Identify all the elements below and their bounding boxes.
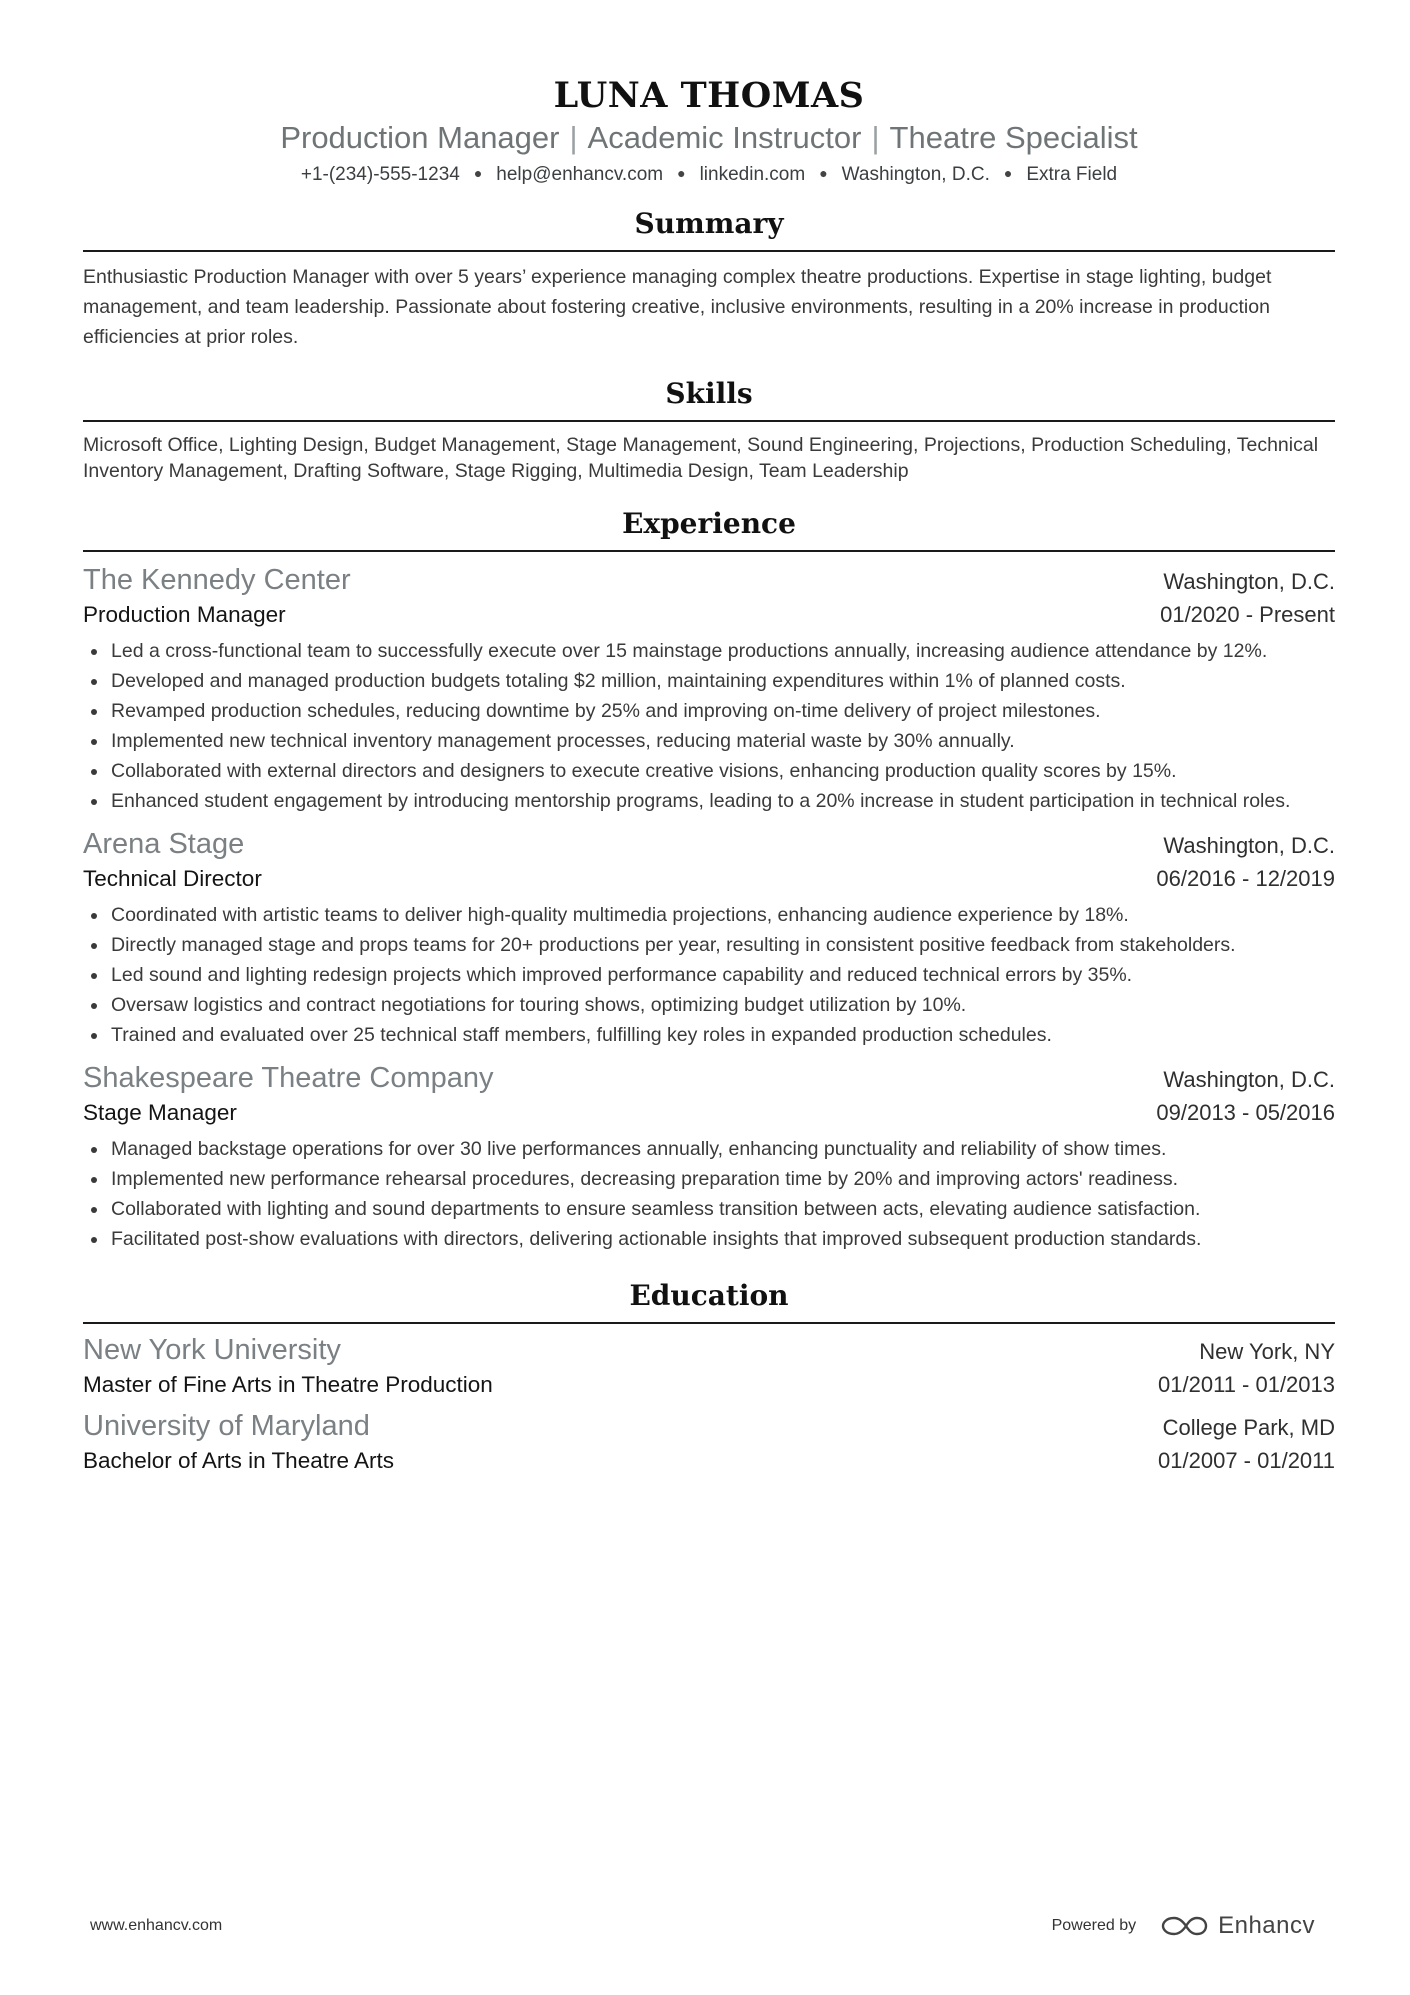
section-divider <box>83 1322 1335 1324</box>
school-location: College Park, MD <box>1162 1415 1335 1440</box>
experience-entry <box>83 824 1335 1050</box>
job-dates: 06/2016 - 12/2019 <box>1156 866 1335 891</box>
section-divider <box>83 550 1335 552</box>
education-dates: 01/2007 - 01/2011 <box>1158 1448 1335 1473</box>
education-entry <box>83 1330 1335 1400</box>
footer-website-link[interactable]: www.enhancv.com <box>90 1917 223 1934</box>
contact-phone: +1-(234)-555-1234 <box>300 164 460 185</box>
candidate-name: LUNA THOMAS <box>553 75 865 116</box>
job-dates: 01/2020 - Present <box>1160 602 1335 627</box>
degree-title: Master of Fine Arts in Theatre Production <box>83 1372 493 1397</box>
contact-info <box>83 160 1335 188</box>
title-separator: | <box>871 120 880 155</box>
headline-title: Production Manager <box>280 120 560 155</box>
list-item: Implemented new technical inventory management processes, reducing material waste by 30% annually. <box>83 726 1335 756</box>
school-location: New York, NY <box>1199 1339 1335 1364</box>
contact-email[interactable]: help@enhancv.com <box>496 164 664 185</box>
education-dates: 01/2011 - 01/2013 <box>1158 1372 1335 1397</box>
section-title: Experience <box>622 507 796 540</box>
contact-extra: Extra Field <box>1026 164 1118 185</box>
school-name: New York University <box>83 1334 341 1366</box>
section-title: Summary <box>634 207 784 240</box>
education-entry <box>83 1406 1335 1476</box>
brand-name: Enhancv <box>1218 1912 1315 1939</box>
degree-title: Bachelor of Arts in Theatre Arts <box>83 1448 394 1473</box>
bullet-separator: ● <box>819 165 828 181</box>
education-section <box>83 1276 1335 1476</box>
list-item: Enhanced student engagement by introducing mentorship programs, leading to a 20% increase in student participation in technical roles. <box>83 786 1335 816</box>
experience-entry <box>83 1058 1335 1254</box>
list-item: Oversaw logistics and contract negotiations for touring shows, optimizing budget utilization by 10%. <box>83 990 1335 1020</box>
headline-title: Theatre Specialist <box>889 120 1138 155</box>
bullet-separator: ● <box>1003 165 1013 181</box>
infinity-logo-icon <box>1160 1913 1208 1939</box>
job-title: Production Manager <box>83 602 286 627</box>
skills-section <box>83 374 1335 484</box>
job-bullets <box>83 900 1335 1050</box>
job-bullets <box>83 636 1335 816</box>
list-item: Implemented new performance rehearsal procedures, decreasing preparation time by 20% and improving actors' readiness. <box>83 1164 1335 1194</box>
list-item: Led sound and lighting redesign projects which improved performance capability and reduced technical errors by 35%. <box>83 960 1335 990</box>
section-divider <box>83 250 1335 252</box>
bullet-separator: ● <box>473 165 483 181</box>
job-location: Washington, D.C. <box>1163 833 1335 858</box>
section-title: Skills <box>665 377 753 410</box>
resume-header <box>83 0 1335 188</box>
company-name: Shakespeare Theatre Company <box>83 1062 494 1094</box>
list-item: Facilitated post-show evaluations with directors, delivering actionable insights that improved subsequent production standards. <box>83 1224 1335 1254</box>
job-title: Stage Manager <box>83 1100 237 1125</box>
job-location: Washington, D.C. <box>1163 1067 1335 1092</box>
list-item: Collaborated with external directors and designers to execute creative visions, enhancing production quality scores by 15%. <box>83 756 1335 786</box>
contact-linkedin[interactable]: linkedin.com <box>699 164 806 185</box>
list-item: Collaborated with lighting and sound departments to ensure seamless transition between acts, elevating audience satisfaction. <box>83 1194 1335 1224</box>
list-item: Led a cross-functional team to successfully execute over 15 mainstage productions annually, increasing audience attendance by 12%. <box>83 636 1335 666</box>
school-name: University of Maryland <box>83 1410 370 1442</box>
resume-page <box>83 0 1335 1476</box>
section-title: Education <box>629 1279 789 1312</box>
page-footer <box>90 1912 1315 1940</box>
bullet-separator: ● <box>677 165 686 181</box>
job-bullets <box>83 1134 1335 1254</box>
experience-entry <box>83 560 1335 816</box>
powered-by-label: Powered by <box>1051 1917 1137 1934</box>
title-separator: | <box>569 120 578 155</box>
experience-section <box>83 504 1335 1254</box>
job-title: Technical Director <box>83 866 262 891</box>
footer-branding[interactable] <box>1052 1912 1315 1940</box>
list-item: Revamped production schedules, reducing downtime by 25% and improving on-time delivery of project milestones. <box>83 696 1335 726</box>
contact-location: Washington, D.C. <box>841 164 990 185</box>
list-item: Developed and managed production budgets totaling $2 million, maintaining expenditures within 1% of planned costs. <box>83 666 1335 696</box>
summary-section <box>83 204 1335 352</box>
list-item: Coordinated with artistic teams to deliver high-quality multimedia projections, enhancing audience experience by 18%. <box>83 900 1335 930</box>
list-item: Directly managed stage and props teams for 20+ productions per year, resulting in consistent positive feedback from stakeholders. <box>83 930 1335 960</box>
job-location: Washington, D.C. <box>1163 569 1335 594</box>
company-name: The Kennedy Center <box>83 564 351 596</box>
summary-text: Enthusiastic Production Manager with over 5 years’ experience managing complex theatre productions. Expertise in stage lighting, budget management, and team leadership. Passionate about fostering creative, inclusive environments, resulting in a 20% increase in production efficiencies at prior roles. <box>83 266 1272 348</box>
list-item: Managed backstage operations for over 30 live performances annually, enhancing punctuality and reliability of show times. <box>83 1134 1335 1164</box>
section-divider <box>83 420 1335 422</box>
company-name: Arena Stage <box>83 828 245 860</box>
skills-text: Microsoft Office, Lighting Design, Budget Management, Stage Management, Sound Engineering, Projections, Production Scheduling, Technical Inventory Management, Drafting Software, Stage Rigging, Multimedia Design, Team Leadership <box>83 434 1319 482</box>
list-item: Trained and evaluated over 25 technical staff members, fulfilling key roles in expanded production schedules. <box>83 1020 1335 1050</box>
headline-titles <box>83 118 1335 158</box>
headline-title: Academic Instructor <box>587 120 862 155</box>
job-dates: 09/2013 - 05/2016 <box>1156 1100 1335 1125</box>
